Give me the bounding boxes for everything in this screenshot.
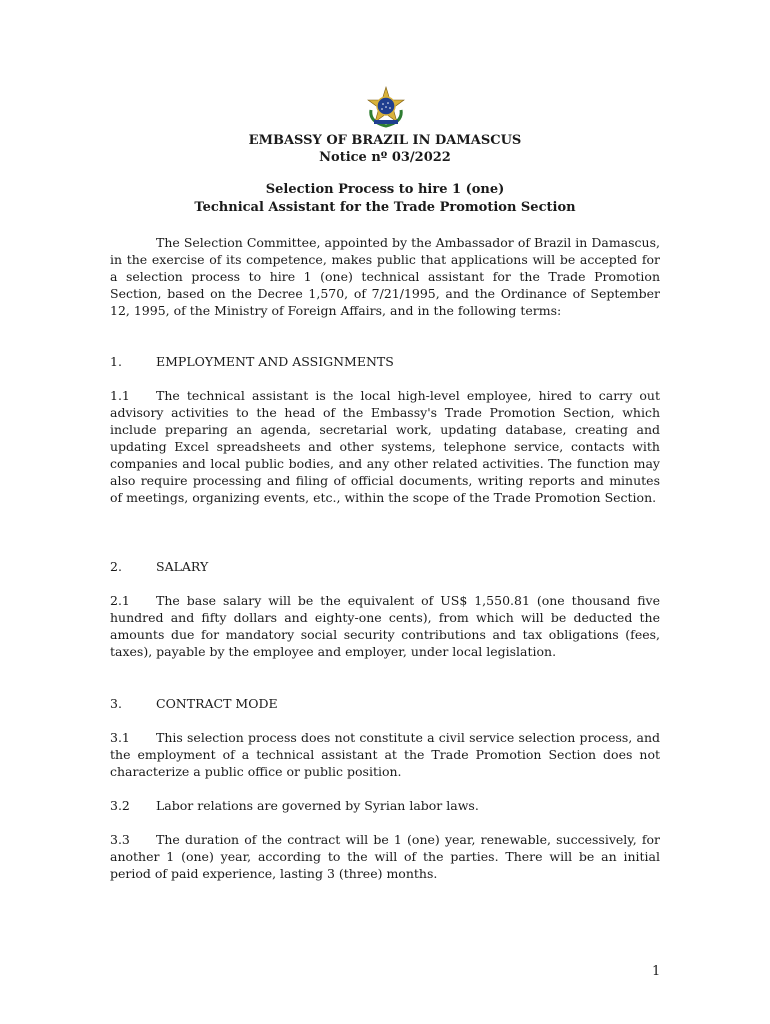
clause-text: This selection process does not constitute a civil service selection process, and the employment of a technical assistant at the Trade Promotion Section does not characterize a public office or public position. — [110, 730, 660, 779]
section-number: 1. — [110, 354, 122, 369]
section-2-heading — [110, 558, 208, 575]
clause-number: 2.1 — [110, 593, 130, 608]
clause-text: The base salary will be the equivalent of US$ 1,550.81 (one thousand five hundred and fifty dollars and eighty-one cents), from which will be deducted the amounts due for mandatory social security contributions and tax obligations (fees, taxes), payable by the employee and employer, under local legislation. — [110, 593, 660, 659]
intro-paragraph — [110, 234, 660, 319]
clause-text: Labor relations are governed by Syrian labor laws. — [156, 798, 479, 813]
brazil-coat-of-arms-icon — [365, 86, 407, 128]
section-title: CONTRACT MODE — [156, 696, 278, 711]
clause-number: 3.1 — [110, 730, 130, 745]
clause-3-2 — [110, 797, 660, 814]
notice-number: Notice nº 03/2022 — [319, 150, 451, 165]
section-3-heading — [110, 695, 278, 712]
clause-text: The duration of the contract will be 1 (one) year, renewable, successively, for another 1 (one) year, according to the will of the parties. There will be an initial period of paid experience, lasting 3 (three) months. — [110, 832, 660, 881]
section-title: EMPLOYMENT AND ASSIGNMENTS — [156, 354, 394, 369]
document-title-line1: Selection Process to hire 1 (one) — [265, 182, 505, 197]
clause-number: 3.3 — [110, 832, 130, 847]
clause-3-1 — [110, 729, 660, 780]
embassy-name: EMBASSY OF BRAZIL IN DAMASCUS — [248, 133, 522, 148]
clause-number: 1.1 — [110, 388, 130, 403]
clause-text: The technical assistant is the local high-level employee, hired to carry out advisory activities to the head of the Embassy's Trade Promotion Section, which include preparing an agenda, secretarial work, updating database, creating and updating Excel spreadsheets and other systems, telephone service, contacts with companies and local public bodies, and any other related activities. The function may also require processing and filing of official documents, writing reports and minutes of meetings, organizing events, etc., within the scope of the Trade Promotion Section. — [110, 388, 660, 505]
document-title-line2: Technical Assistant for the Trade Promotion Section — [194, 200, 576, 215]
clause-1-1 — [110, 387, 660, 506]
section-1-heading — [110, 353, 394, 370]
clause-3-3 — [110, 831, 660, 882]
section-number: 3. — [110, 696, 122, 711]
section-number: 2. — [110, 559, 122, 574]
intro-text: The Selection Committee, appointed by the Ambassador of Brazil in Damascus, in the exercise of its competence, makes public that applications will be accepted for a selection process to hire 1 (one) technical assistant for the Trade Promotion Section, based on the Decree 1,570, of 7/21/1995, and the Ordinance of September 12, 1995, of the Ministry of Foreign Affairs, and in the following terms: — [110, 235, 660, 318]
section-title: SALARY — [156, 559, 209, 574]
clause-number: 3.2 — [110, 798, 130, 813]
clause-2-1 — [110, 592, 660, 660]
page-number: 1 — [652, 964, 661, 979]
